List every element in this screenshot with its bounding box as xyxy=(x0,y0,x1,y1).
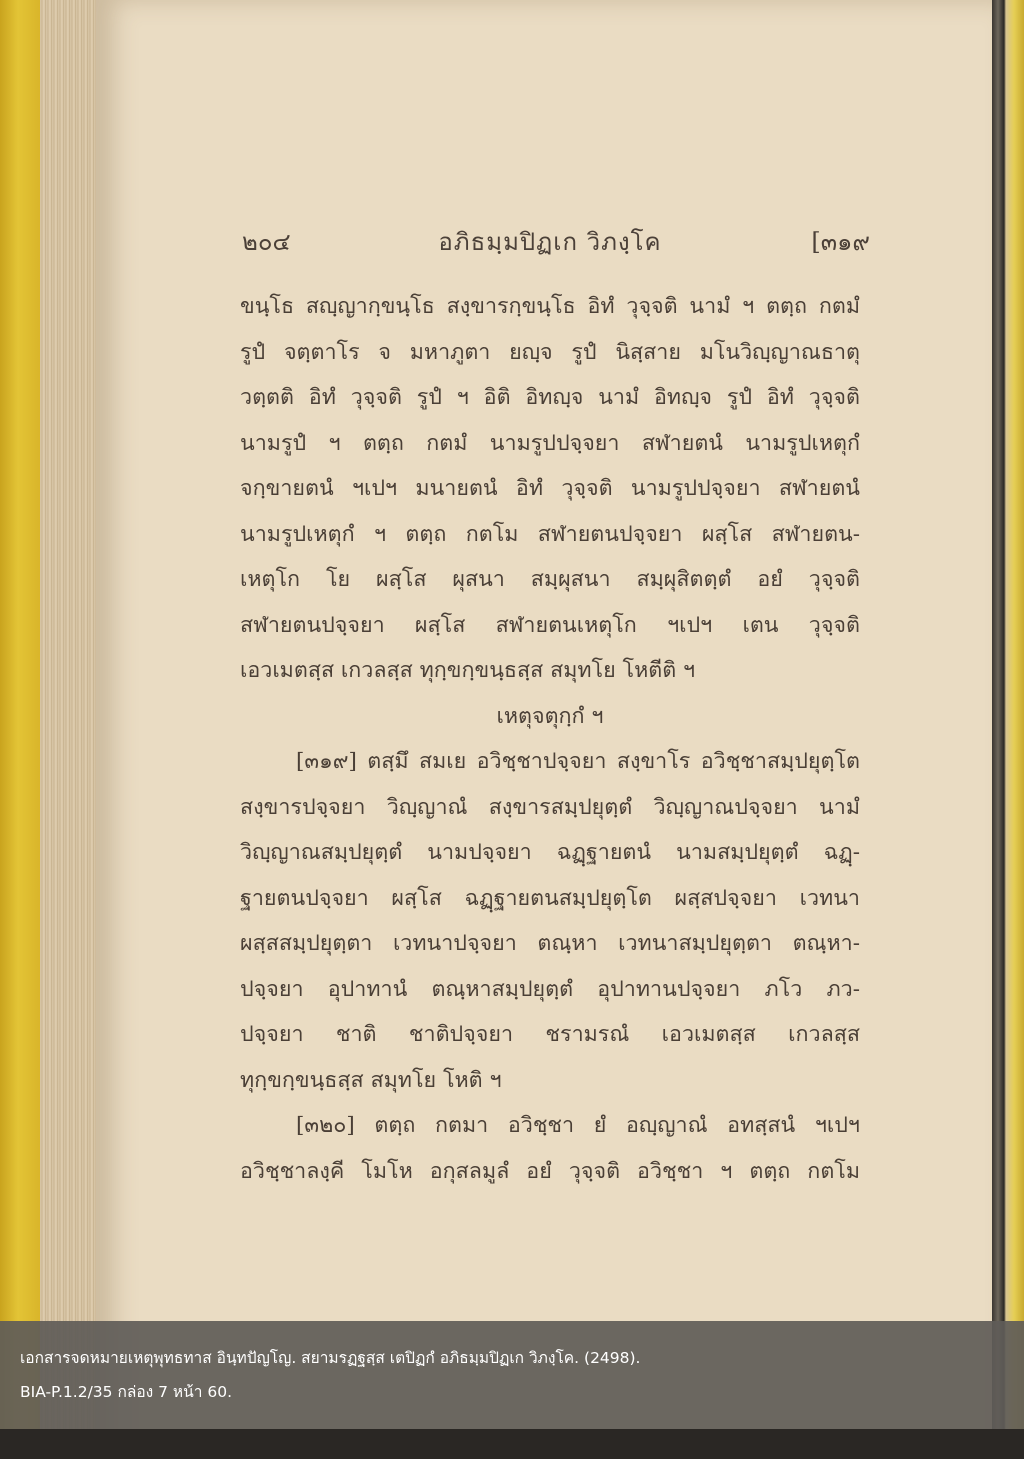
caption-citation: เอกสารจดหมายเหตุพุทธทาส อินฺทปัญโญ. สยามรฏฐสฺส เตปิฏกํ อภิธมฺมปิฏเก วิภงฺโค. (2498). xyxy=(20,1349,641,1367)
archive-caption xyxy=(0,1321,1024,1429)
text-line: เอวเมตสฺส เกวลสฺส ทุกฺขกฺขนฺธสฺส สมุทโย โหตีติ ฯ xyxy=(240,658,696,683)
paragraph-319-line: [๓๑๙] ตสฺมึ สมเย อวิชฺชาปจฺจยา สงฺขาโร อวิชฺชาสมฺปยุตฺโต xyxy=(296,749,860,774)
paragraph-319-line: ปจฺจยา อุปาทานํ ตณฺหาสมฺปยุตฺตํ อุปาทานปจฺจยา ภโว ภว- xyxy=(240,976,860,1002)
paragraph-320-line: อวิชฺชาลงฺคี โมโห อกุสลมูลํ อยํ วุจฺจติ อวิชฺชา ฯ ตตฺถ กตโม xyxy=(240,1158,860,1184)
text-line: จกฺขายตนํ ฯเปฯ มนายตนํ อิทํ วุจฺจติ นามรูปปจฺจยา สฬายตนํ xyxy=(240,476,860,501)
page-number: ๒๐๔ xyxy=(242,228,291,256)
paragraph-319-line: ผสฺสสมฺปยุตฺตา เวทนาปจฺจยา ตณฺหา เวทนาสมฺปยุตฺตา ตณฺหา- xyxy=(240,931,860,956)
paragraph-319-line: สงฺขารปจฺจยา วิญฺญาณํ สงฺขารสมฺปยุตฺตํ วิญฺญาณปจฺจยา นามํ xyxy=(240,794,860,820)
text-line: วตฺตติ อิทํ วุจฺจติ รูปํ ฯ อิติ อิทญฺจ นามํ อิทญฺจ รูปํ อิทํ วุจฺจติ xyxy=(240,385,860,410)
section-marker: [๓๑๙ xyxy=(811,228,870,256)
bottom-border xyxy=(0,1429,1024,1459)
page-text xyxy=(240,284,860,1194)
section-heading: เหตุจตุกฺกํ ฯ xyxy=(496,703,604,729)
text-line: สฬายตนปจฺจยา ผสฺโส สฬายตนเหตุโก ฯเปฯ เตน วุจฺจติ xyxy=(240,612,860,638)
text-line: รูปํ จตฺตาโร จ มหาภูตา ยญฺจ รูปํ นิสฺสาย มโนวิญฺญาณธาตุ xyxy=(240,339,860,365)
running-title: อภิธมฺมปิฏเก วิภงฺโค xyxy=(438,228,662,256)
next-page-edge xyxy=(992,0,1024,1459)
text-line: เหตุโก โย ผสฺโส ผุสนา สมฺผุสนา สมฺผุสิตตฺตํ อยํ วุจฺจติ xyxy=(240,567,860,592)
paragraph-319-line: ฐายตนปจฺจยา ผสฺโส ฉฏฺฐายตนสมฺปยุตฺโต ผสฺสปจฺจยา เวทนา xyxy=(240,885,860,911)
text-line: ขนฺโธ สญฺญากฺขนฺโธ สงฺขารกฺขนฺโธ อิทํ วุจฺจติ นามํ ฯ ตตฺถ กตมํ xyxy=(240,294,860,319)
text-line: นามรูปํ ฯ ตตฺถ กตมํ นามรูปปจฺจยา สฬายตนํ นามรูปเหตุกํ xyxy=(240,430,860,456)
running-header xyxy=(230,222,870,262)
paragraph-319-line: ทุกฺขกฺขนฺธสฺส สมุทโย โหติ ฯ xyxy=(240,1067,502,1093)
caption-reference: BIA-P.1.2/35 กล่อง 7 หน้า 60. xyxy=(20,1383,233,1401)
text-line: นามรูปเหตุกํ ฯ ตตฺถ กตโม สฬายตนปจฺจยา ผสฺโส สฬายตน- xyxy=(240,521,860,547)
paragraph-319-line: วิญฺญาณสมฺปยุตฺตํ นามปจฺจยา ฉฏฺฐายตนํ นามสมฺปยุตฺตํ ฉฏฺ- xyxy=(240,840,860,865)
paragraph-320-line: [๓๒๐] ตตฺถ กตมา อวิชฺชา ยํ อญฺญาณํ อทสฺสนํ ฯเปฯ xyxy=(296,1113,860,1138)
paragraph-319-line: ปจฺจยา ชาติ ชาติปจฺจยา ชรามรณํ เอวเมตสฺส เกวลสฺส xyxy=(240,1022,860,1047)
